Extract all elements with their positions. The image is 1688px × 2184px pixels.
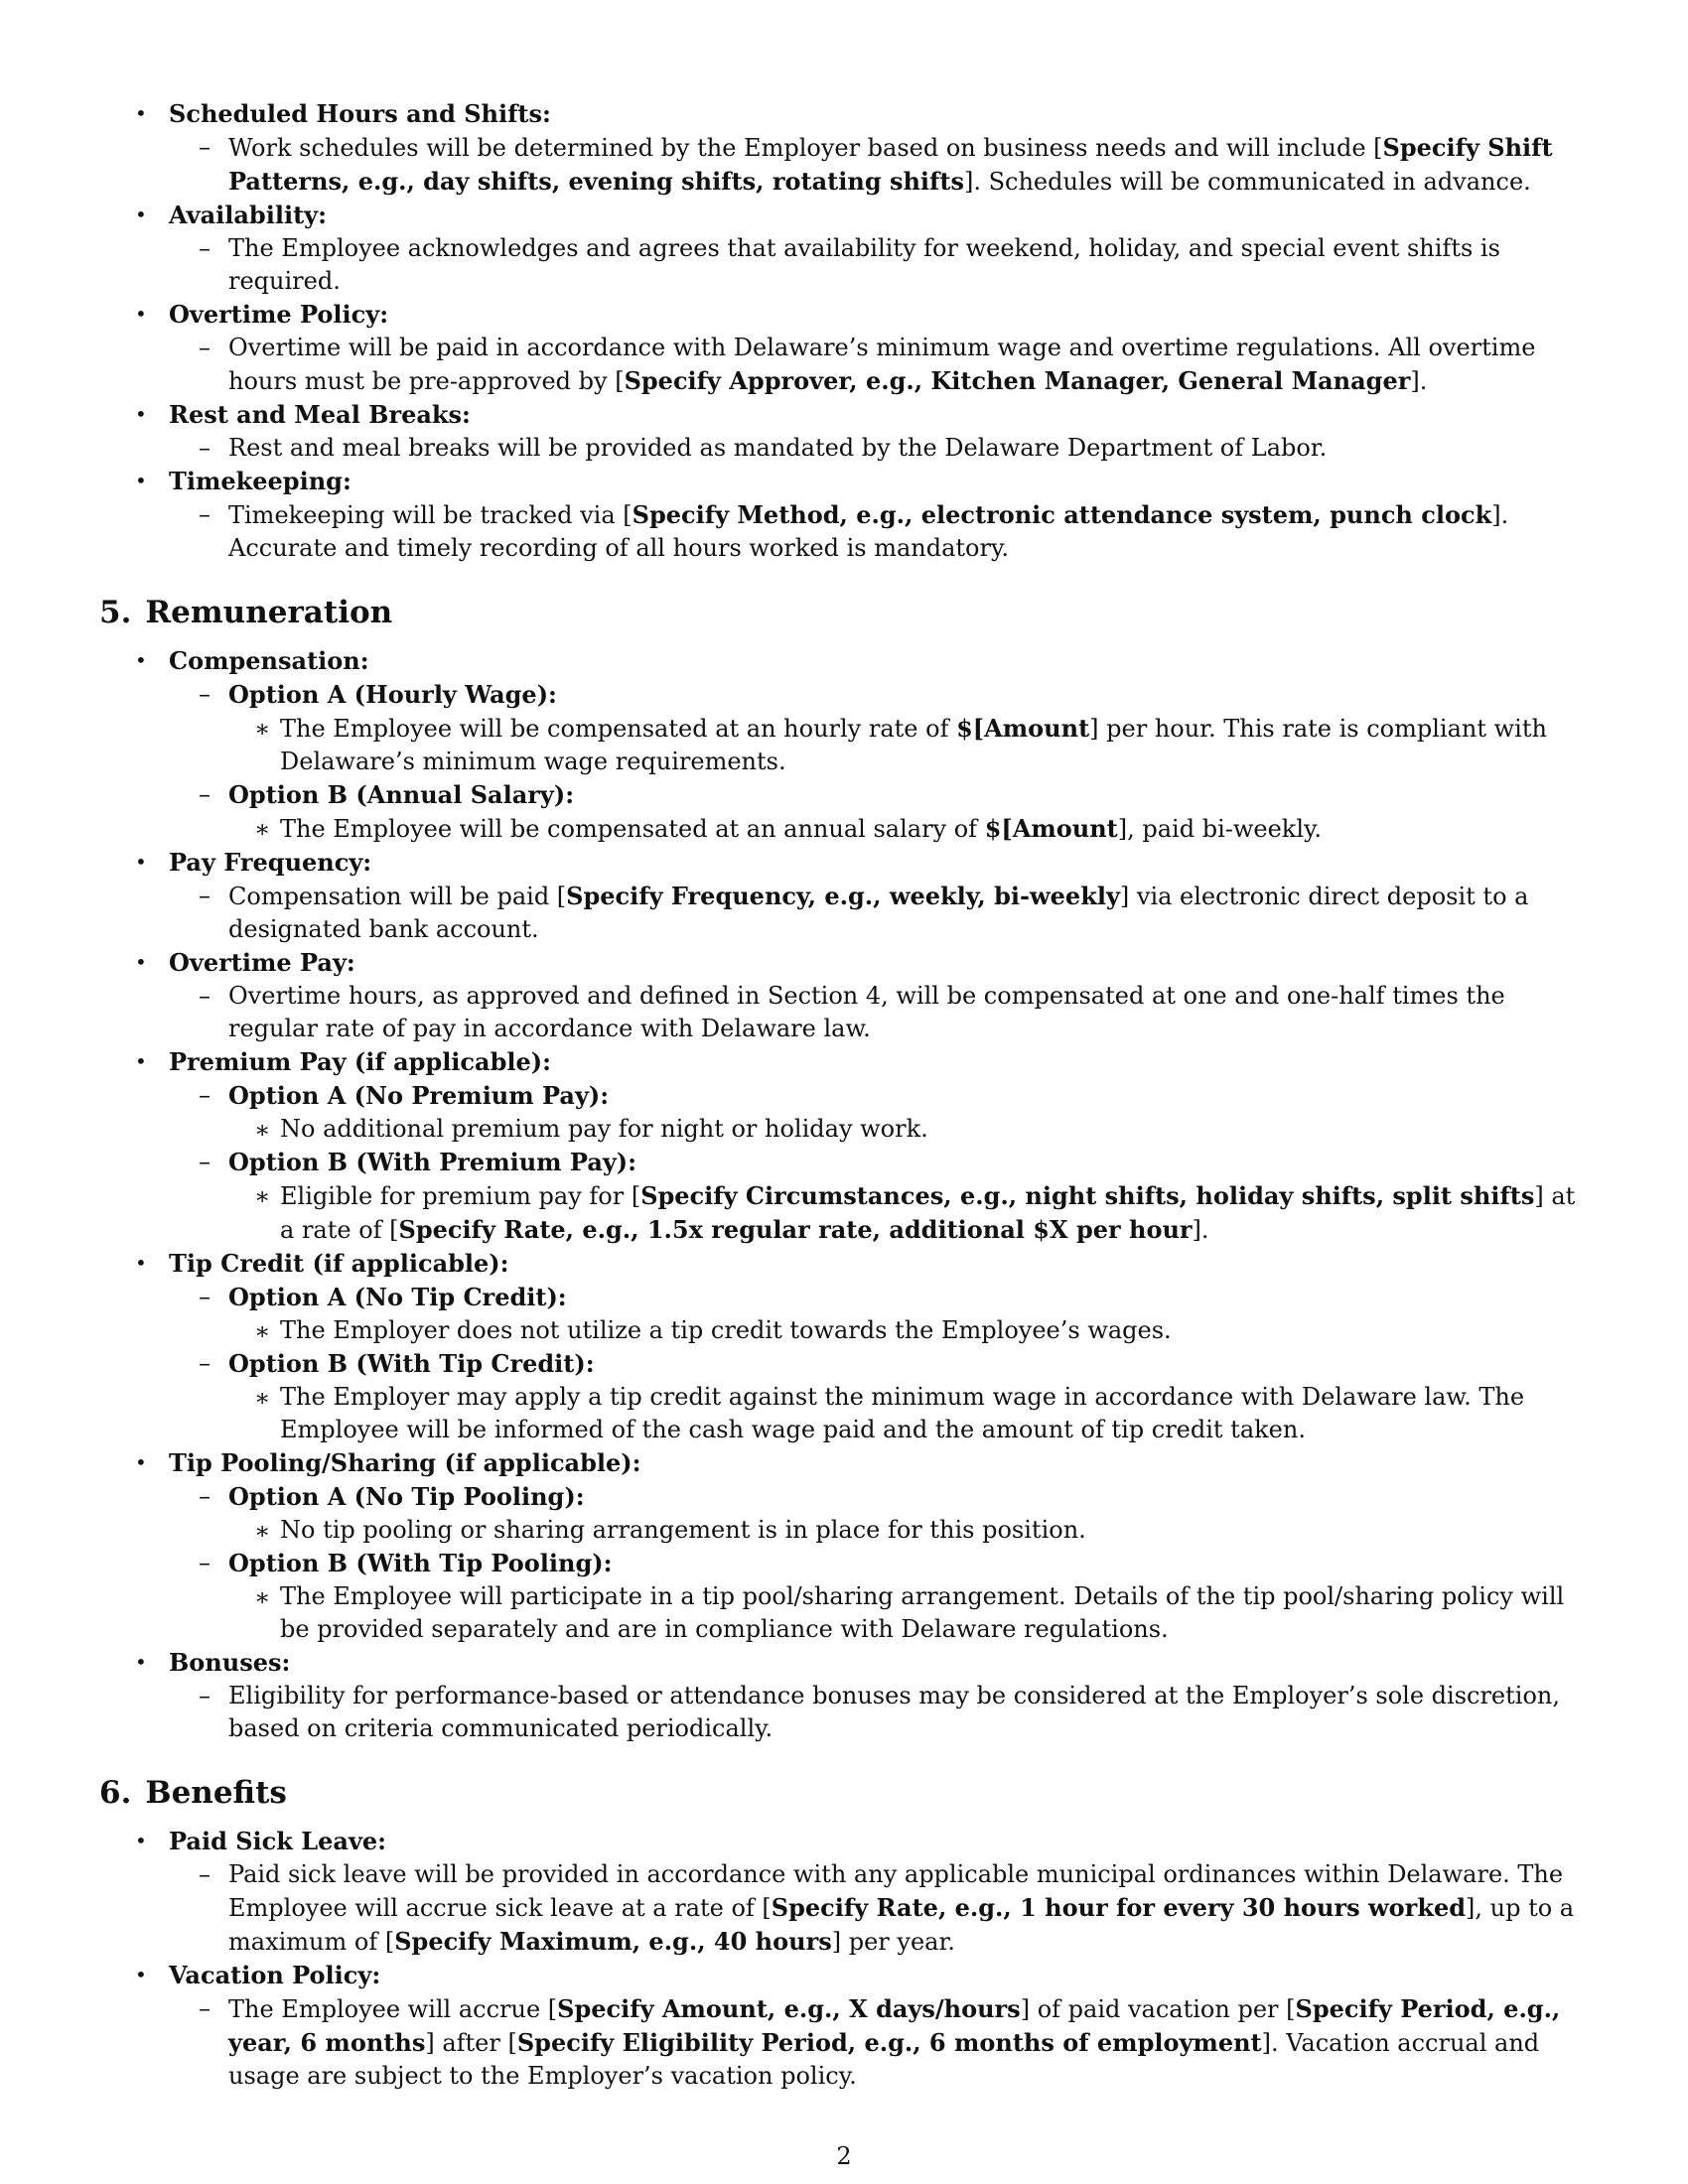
bullet-marker: • — [135, 1049, 147, 1073]
star-marker: ∗ — [254, 1517, 271, 1545]
sub-list — [169, 432, 1589, 465]
body-text: Rest and meal breaks will be provided as mandated by the Delaware Department of Labor. — [228, 434, 1328, 462]
item-heading: Overtime Policy: — [169, 300, 389, 329]
option-list — [228, 1580, 1589, 1646]
list-item — [99, 465, 1589, 565]
sub-list-item — [169, 1347, 1589, 1446]
sub-list — [169, 131, 1589, 199]
placeholder-text: $[Amount — [984, 814, 1118, 843]
list-item — [99, 846, 1589, 946]
section-5-list — [99, 644, 1589, 1745]
option-list — [228, 1381, 1589, 1446]
item-heading: Vacation Policy: — [169, 1961, 381, 1989]
option-heading: Option B (With Tip Pooling): — [228, 1549, 613, 1577]
option-item — [228, 812, 1589, 846]
sub-list-item — [169, 1146, 1589, 1247]
placeholder-text: Specify Frequency, e.g., weekly, bi-weekly — [566, 882, 1120, 910]
item-heading: Tip Credit (if applicable): — [169, 1249, 509, 1278]
bullet-marker: • — [135, 950, 147, 974]
sub-list — [169, 1480, 1589, 1646]
dash-marker: – — [199, 1148, 211, 1175]
item-heading: Bonuses: — [169, 1648, 291, 1677]
placeholder-text: Specify Amount, e.g., X days/hours — [557, 1994, 1021, 2023]
list-item — [99, 298, 1589, 398]
dash-marker: – — [199, 680, 211, 708]
body-text: ]. Accurate and timely recording of all hours worked is mandatory. — [228, 501, 1509, 562]
sub-list — [169, 332, 1589, 398]
body-text: Overtime will be paid in accordance with Delaware’s minimum wage and overtime regulations. All overtime hours must be pre-approved by [ — [228, 334, 1536, 395]
list-item — [99, 1825, 1589, 1959]
option-heading: Option A (No Tip Credit): — [228, 1283, 567, 1311]
bullet-marker: • — [135, 302, 147, 326]
sub-list-item — [169, 1680, 1589, 1745]
sub-list-item — [169, 1858, 1589, 1959]
body-text: ]. — [1192, 1216, 1209, 1244]
body-text: ]. Schedules will be communicated in advance. — [963, 168, 1531, 196]
placeholder-text: Specify Eligibility Period, e.g., 6 months of employment — [516, 2028, 1262, 2057]
document-page — [99, 97, 1589, 2093]
dash-marker: – — [199, 500, 211, 528]
sub-list — [169, 498, 1589, 565]
list-item — [99, 97, 1589, 199]
star-marker: ∗ — [254, 815, 271, 843]
sub-list-item — [169, 980, 1589, 1045]
placeholder-text: Specify Rate, e.g., 1.5x regular rate, additional $X per hour — [398, 1215, 1193, 1244]
body-text: ] per year. — [831, 1928, 955, 1956]
dash-marker: – — [199, 1994, 211, 2022]
placeholder-text: Specify Method, e.g., electronic attendance system, punch clock — [632, 500, 1492, 529]
sub-list — [169, 232, 1589, 298]
section-6-list — [99, 1825, 1589, 2093]
sub-list-item — [169, 131, 1589, 199]
sub-list-item — [169, 432, 1589, 465]
dash-marker: – — [199, 1860, 211, 1888]
sub-list-item — [169, 1480, 1589, 1547]
option-list — [228, 1113, 1589, 1146]
option-item — [228, 1179, 1589, 1247]
item-heading: Pay Frequency: — [169, 848, 372, 877]
body-text: The Employer does not utilize a tip credit towards the Employee’s wages. — [280, 1316, 1172, 1344]
sub-list-item — [169, 498, 1589, 565]
body-text: ] of paid vacation per [ — [1020, 1995, 1296, 2023]
sub-list — [169, 1992, 1589, 2093]
body-text: No tip pooling or sharing arrangement is in place for this position. — [280, 1516, 1086, 1544]
section-number: 5. — [99, 595, 132, 630]
section-number: 6. — [99, 1775, 132, 1811]
dash-marker: – — [199, 234, 211, 262]
bullet-marker: • — [135, 1450, 147, 1474]
option-list — [228, 712, 1589, 778]
page-number: 2 — [836, 2142, 852, 2170]
option-heading: Option A (No Tip Pooling): — [228, 1482, 585, 1511]
option-item — [228, 1514, 1589, 1547]
option-item — [228, 1381, 1589, 1446]
item-heading: Availability: — [169, 201, 327, 229]
body-text: ] after [ — [425, 2029, 517, 2057]
section-heading-benefits — [99, 1771, 1589, 1815]
sub-list — [169, 1079, 1589, 1247]
placeholder-text: Specify Rate, e.g., 1 hour for every 30 hours worked — [771, 1893, 1467, 1922]
option-item — [228, 1113, 1589, 1146]
bullet-marker: • — [135, 203, 147, 226]
body-text: ] at a rate of [ — [280, 1182, 1576, 1244]
item-heading: Compensation: — [169, 646, 369, 675]
option-item — [228, 1314, 1589, 1347]
sub-list-item — [169, 1547, 1589, 1646]
list-item — [99, 1959, 1589, 2093]
list-item — [99, 644, 1589, 846]
bullet-marker: • — [135, 1251, 147, 1275]
dash-marker: – — [199, 1081, 211, 1109]
bullet-marker: • — [135, 469, 147, 492]
option-list — [228, 1179, 1589, 1247]
list-item — [99, 1646, 1589, 1745]
option-heading: Option A (No Premium Pay): — [228, 1081, 610, 1110]
placeholder-text: Specify Shift Patterns, e.g., day shifts, evening shifts, rotating shifts — [228, 133, 1553, 196]
item-heading: Scheduled Hours and Shifts: — [169, 99, 551, 128]
item-heading: Paid Sick Leave: — [169, 1827, 387, 1855]
placeholder-text: Specify Approver, e.g., Kitchen Manager, General Manager — [624, 366, 1411, 395]
option-heading: Option B (With Premium Pay): — [228, 1148, 637, 1176]
option-list — [228, 1314, 1589, 1347]
body-text: No additional premium pay for night or holiday work. — [280, 1115, 928, 1143]
list-item — [99, 946, 1589, 1045]
dash-marker: – — [199, 982, 211, 1010]
sub-list-item — [169, 1079, 1589, 1146]
option-heading: Option B (Annual Salary): — [228, 780, 575, 809]
body-text: ], paid bi-weekly. — [1117, 815, 1323, 843]
star-marker: ∗ — [254, 1182, 271, 1210]
sub-list — [169, 1281, 1589, 1446]
list-item — [99, 1446, 1589, 1646]
dash-marker: – — [199, 334, 211, 361]
option-item — [228, 712, 1589, 778]
option-list — [228, 1514, 1589, 1547]
sub-list — [169, 880, 1589, 946]
body-text: ] via electronic direct deposit to a designated bank account. — [228, 883, 1529, 943]
list-item — [99, 199, 1589, 298]
bullet-marker: • — [135, 1829, 147, 1852]
item-heading: Premium Pay (if applicable): — [169, 1047, 551, 1076]
list-item — [99, 1247, 1589, 1446]
dash-marker: – — [199, 1682, 211, 1709]
body-text: ]. — [1410, 367, 1428, 395]
sub-list-item — [169, 678, 1589, 778]
sub-list-item — [169, 232, 1589, 298]
sub-list — [169, 678, 1589, 846]
dash-marker: – — [199, 133, 211, 161]
section-title: Benefits — [145, 1775, 287, 1811]
sub-list-item — [169, 778, 1589, 846]
body-text: The Employee will be compensated at an hourly rate of — [280, 715, 957, 743]
bullet-marker: • — [135, 402, 147, 426]
body-text: Eligible for premium pay for [ — [280, 1182, 641, 1210]
bullet-marker: • — [135, 850, 147, 874]
option-heading: Option A (Hourly Wage): — [228, 680, 557, 709]
sub-list-item — [169, 1281, 1589, 1347]
section-title: Remuneration — [145, 595, 393, 630]
body-text: The Employee acknowledges and agrees that availability for weekend, holiday, and special event shifts is required. — [228, 234, 1500, 295]
option-list — [228, 812, 1589, 846]
bullet-marker: • — [135, 1963, 147, 1986]
sub-list — [169, 1680, 1589, 1745]
body-text: ] per hour. This rate is compliant with Delaware’s minimum wage requirements. — [280, 715, 1547, 775]
section-heading-remuneration — [99, 591, 1589, 634]
body-text: Compensation will be paid [ — [228, 883, 567, 910]
star-marker: ∗ — [254, 1384, 271, 1412]
body-text: The Employee will accrue [ — [228, 1995, 558, 2023]
star-marker: ∗ — [254, 1583, 271, 1611]
option-item — [228, 1580, 1589, 1646]
item-heading: Tip Pooling/Sharing (if applicable): — [169, 1448, 641, 1477]
body-text: The Employee will participate in a tip pool/sharing arrangement. Details of the tip pool/sharing policy will be provided separately and are in compliance with Delaware regulations. — [280, 1582, 1565, 1643]
body-text: Eligibility for performance-based or attendance bonuses may be considered at the Employer’s sole discretion, based on criteria communicated periodically. — [228, 1682, 1560, 1742]
body-text: The Employee will be compensated at an annual salary of — [280, 815, 985, 843]
item-heading: Timekeeping: — [169, 467, 352, 495]
bullet-marker: • — [135, 1650, 147, 1674]
item-heading: Overtime Pay: — [169, 948, 355, 977]
sub-list-item — [169, 880, 1589, 946]
placeholder-text: $[Amount — [956, 714, 1090, 743]
star-marker: ∗ — [254, 1317, 271, 1345]
body-text: Paid sick leave will be provided in accordance with any applicable municipal ordinances within Delaware. The Employee will accrue sick leave at a rate of [ — [228, 1860, 1564, 1922]
sub-list — [169, 980, 1589, 1045]
dash-marker: – — [199, 882, 211, 909]
option-heading: Option B (With Tip Credit): — [228, 1349, 595, 1378]
list-item — [99, 1045, 1589, 1247]
dash-marker: – — [199, 1349, 211, 1377]
body-text: Work schedules will be determined by the Employer based on business needs and will include [ — [228, 134, 1383, 162]
sub-list-item — [169, 332, 1589, 398]
body-text: Overtime hours, as approved and defined in Section 4, will be compensated at one and one-half times the regular rate of pay in accordance with Delaware law. — [228, 982, 1505, 1042]
dash-marker: – — [199, 1549, 211, 1576]
body-text: Timekeeping will be tracked via [ — [228, 501, 633, 529]
dash-marker: – — [199, 780, 211, 808]
star-marker: ∗ — [254, 715, 271, 743]
bullet-marker: • — [135, 648, 147, 672]
placeholder-text: Specify Circumstances, e.g., night shifts, holiday shifts, split shifts — [640, 1181, 1535, 1210]
dash-marker: – — [199, 1482, 211, 1510]
body-text: ]. Vacation accrual and usage are subject to the Employer’s vacation policy. — [228, 2029, 1540, 2090]
section-4-list — [99, 97, 1589, 565]
bullet-marker: • — [135, 101, 147, 125]
list-item — [99, 398, 1589, 465]
dash-marker: – — [199, 1283, 211, 1310]
body-text: ], up to a maximum of [ — [228, 1894, 1575, 1956]
placeholder-text: Specify Period, e.g., year, 6 months — [228, 1994, 1561, 2057]
sub-list — [169, 1858, 1589, 1959]
dash-marker: – — [199, 434, 211, 462]
sub-list-item — [169, 1992, 1589, 2093]
item-heading: Rest and Meal Breaks: — [169, 400, 471, 429]
body-text: The Employer may apply a tip credit against the minimum wage in accordance with Delaware law. The Employee will be informed of the cash wage paid and the amount of tip credit taken. — [280, 1383, 1525, 1443]
placeholder-text: Specify Maximum, e.g., 40 hours — [394, 1927, 832, 1956]
star-marker: ∗ — [254, 1116, 271, 1144]
